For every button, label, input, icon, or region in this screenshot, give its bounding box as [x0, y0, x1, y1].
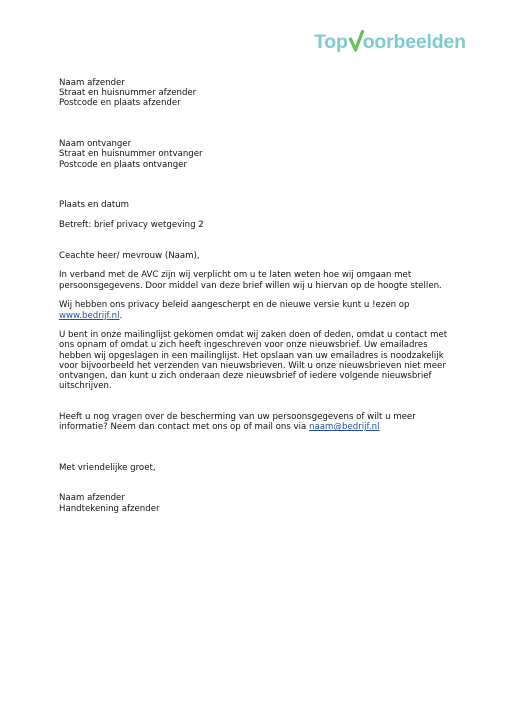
- paragraph-mailinglist: [59, 330, 459, 391]
- paragraph-questions: [59, 412, 459, 432]
- p3-line-5: ontvangen, dan kunt u zich onderaan deze nieuwsbrief of iedere volgende nieuwsbrief: [59, 371, 432, 382]
- place-and-date: Plaats en datum: [59, 200, 130, 211]
- sender-street: Straat en huisnummer afzender: [59, 88, 197, 99]
- recipient-address: [59, 139, 459, 170]
- sender-address: [59, 78, 459, 109]
- p3-line-2: ons opnam of omdat u zich heeft ingeschreven voor onze nieuwsbrief. Uw emailadres: [59, 340, 428, 351]
- signature-block: [59, 493, 459, 513]
- p2-line-1: Wij hebben ons privacy beleid aangescherpt en de nieuwe versie kunt u !ezen op: [59, 300, 410, 311]
- p2-period: .: [119, 310, 123, 321]
- green-check-v-icon: [349, 30, 364, 52]
- subject-line: Betreft: brief privacy wetgeving 2: [59, 220, 204, 231]
- p3-line-6: uitschrijven.: [59, 381, 112, 392]
- topvoorbeelden-logo: [314, 30, 466, 54]
- signature-handtekening: Handtekening afzender: [59, 503, 160, 514]
- paragraph-privacy-policy: [59, 300, 459, 320]
- signature-name: Naam afzender: [59, 493, 125, 504]
- recipient-street: Straat en huisnummer ontvanger: [59, 149, 203, 160]
- p3-line-3: hebben wij opgeslagen in een mailinglijst. Het opslaan van uw emailadres is noodzakelijk: [59, 350, 444, 361]
- paragraph-avg-intro: [59, 270, 459, 290]
- p4-line-2: [59, 422, 459, 432]
- p3-line-1: U bent in onze mailinglijst gekomen omdat wij zaken doen of deden, omdat u contact met: [59, 330, 448, 341]
- p3-line-4: voor bijvoorbeeld het verzenden van nieuwsbrieven. Wilt u onze nieuwsbrieven niet meer: [59, 360, 446, 371]
- email-link[interactable]: naam@bedrijf.nl: [309, 422, 380, 433]
- p4-line-2-text: informatie? Neem dan contact met ons op of mail ons via: [59, 422, 310, 433]
- letter-body: [59, 78, 459, 514]
- recipient-postal: Postcode en plaats ontvanger: [59, 159, 188, 170]
- p2-line-2: [59, 311, 459, 321]
- sender-postal: Postcode en plaats afzender: [59, 98, 181, 109]
- sender-name: Naam afzender: [59, 78, 125, 88]
- recipient-name: Naam ontvanger: [59, 139, 132, 150]
- closing: Met vriendelijke groet,: [59, 462, 156, 473]
- logo-text-top: Top: [314, 31, 348, 53]
- salutation: Ceachte heer/ mevrouw (Naam),: [59, 250, 200, 261]
- p4-line-1: Heeft u nog vragen over de bescherming van uw persoonsgegevens of wilt u meer: [59, 411, 416, 422]
- website-link[interactable]: www.bedrijf.nl: [59, 310, 120, 321]
- logo-text-voorbeelden: oorbeelden: [362, 31, 466, 53]
- p1-line-2: persoonsgegevens. Door middel van deze brief willen wij u hiervan op de hoogte stellen.: [59, 280, 442, 291]
- p1-line-1: In verband met de AVC zijn wij verplicht om u te laten weten hoe wij omgaan met: [59, 270, 412, 281]
